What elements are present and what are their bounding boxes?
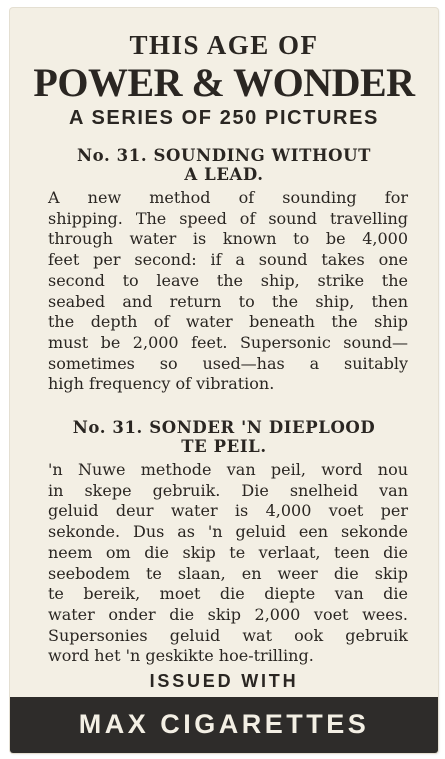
afrikaans-line: water onder die skip 2,000 voet wees.: [48, 604, 408, 624]
series-subtitle: A SERIES OF 250 PICTURES: [69, 107, 379, 129]
afrikaans-line: seebodem te slaan, en weer die skip: [48, 563, 408, 583]
english-description: [48, 188, 408, 395]
afrikaans-title: [10, 418, 438, 456]
issued-with-label: ISSUED WITH: [149, 671, 299, 691]
series-heading-top: THIS AGE OF: [129, 30, 319, 60]
english-title-line1: No. 31. SOUNDING WITHOUT: [77, 146, 371, 165]
english-title-line2: A LEAD.: [184, 165, 264, 184]
english-line: the depth of water beneath the ship: [48, 312, 408, 332]
afrikaans-title-line2: TE PEIL.: [181, 437, 267, 456]
english-line: feet per second: if a sound takes one: [48, 250, 408, 270]
english-line: high frequency of vibration.: [48, 374, 275, 394]
afrikaans-line: sekonde. Dus as 'n geluid een sekonde: [48, 522, 408, 542]
english-line: second to leave the ship, strike the: [48, 270, 408, 290]
cigarette-card: [10, 8, 438, 753]
afrikaans-line: te bereik, moet die diepte van die: [48, 584, 408, 604]
english-line: through water is known to be 4,000: [48, 229, 408, 249]
english-line: A new method of sounding for: [48, 188, 408, 207]
afrikaans-line: neem om die skip te verlaat, teen die: [48, 542, 408, 562]
afrikaans-description: [48, 460, 408, 667]
english-title: [10, 146, 438, 184]
brand-name: MAX CIGARETTES: [78, 709, 370, 739]
afrikaans-line: Supersonies geluid wat ook gebruik: [48, 625, 408, 645]
afrikaans-line: in skepe gebruik. Die snelheid van: [48, 480, 408, 500]
afrikaans-line: 'n Nuwe methode van peil, word nou: [48, 460, 408, 479]
english-line: shipping. The speed of sound travelling: [48, 208, 408, 228]
afrikaans-title-line1: No. 31. SONDER 'N DIEPLOOD: [72, 418, 376, 437]
series-title: POWER & WONDER: [33, 60, 415, 105]
brand-band: [10, 697, 438, 753]
english-line: seabed and return to the ship, then: [48, 291, 408, 311]
afrikaans-line: word het 'n geskikte hoe-trilling.: [48, 646, 314, 666]
english-line: sometimes so used—has a suitably: [48, 353, 408, 373]
afrikaans-line: geluid deur water is 4,000 voet per: [48, 501, 408, 521]
english-line: must be 2,000 feet. Supersonic sound—: [48, 332, 408, 352]
